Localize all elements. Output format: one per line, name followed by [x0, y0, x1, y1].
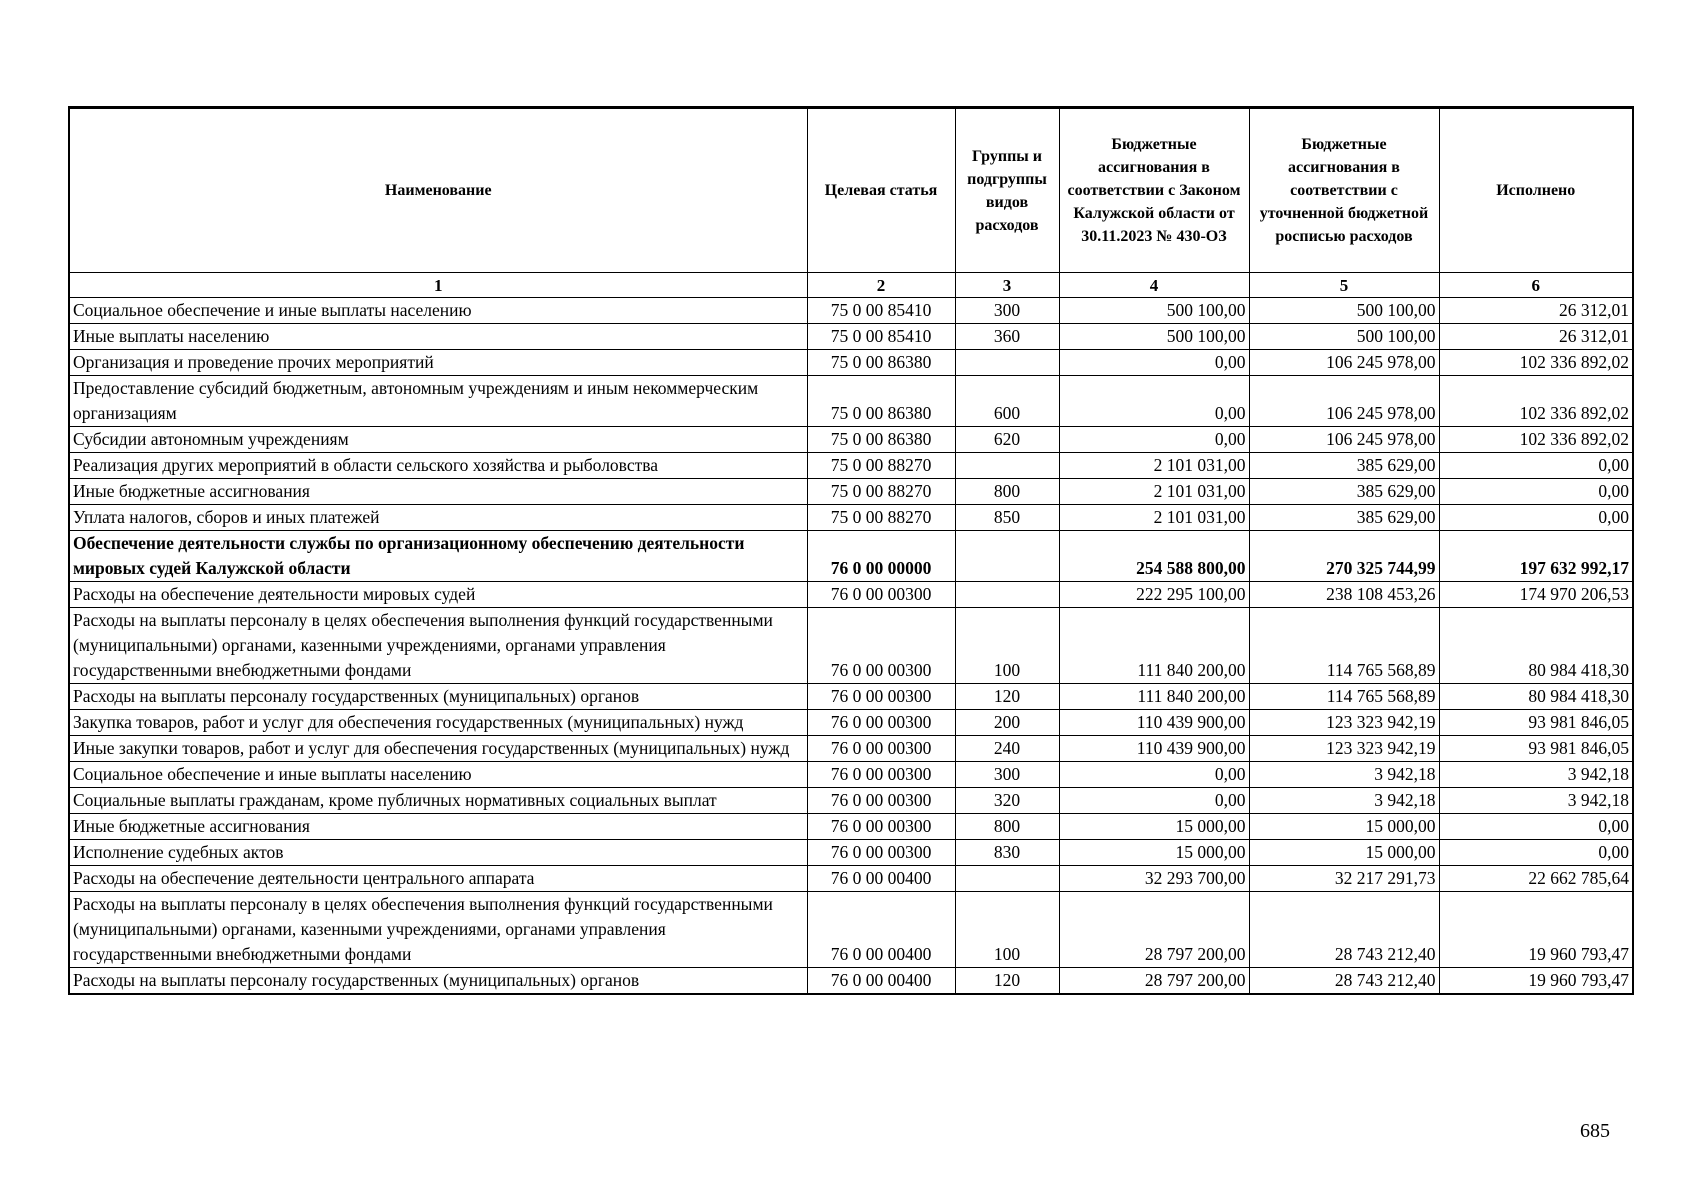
row-law-amount: 500 100,00: [1059, 298, 1249, 324]
row-revised-amount: 28 743 212,40: [1249, 968, 1439, 995]
row-name: Социальное обеспечение и иные выплаты населению: [69, 298, 807, 324]
row-expense-group: 320: [955, 788, 1059, 814]
row-law-amount: 0,00: [1059, 788, 1249, 814]
row-name: Иные закупки товаров, работ и услуг для обеспечения государственных (муниципальных) нужд: [69, 736, 807, 762]
row-revised-amount: 385 629,00: [1249, 479, 1439, 505]
table-row: [69, 736, 1633, 762]
row-law-amount: 0,00: [1059, 376, 1249, 427]
row-law-amount: 0,00: [1059, 350, 1249, 376]
row-law-amount: 222 295 100,00: [1059, 582, 1249, 608]
table-row: [69, 505, 1633, 531]
table-row: [69, 608, 1633, 684]
row-law-amount: 28 797 200,00: [1059, 892, 1249, 968]
row-name: Иные выплаты населению: [69, 324, 807, 350]
row-executed-amount: 80 984 418,30: [1439, 684, 1633, 710]
row-expense-group: 850: [955, 505, 1059, 531]
row-revised-amount: 106 245 978,00: [1249, 376, 1439, 427]
row-executed-amount: 102 336 892,02: [1439, 350, 1633, 376]
header-row: [69, 108, 1633, 273]
row-name: Расходы на обеспечение деятельности мировых судей: [69, 582, 807, 608]
row-revised-amount: 15 000,00: [1249, 840, 1439, 866]
row-name: Расходы на выплаты персоналу государственных (муниципальных) органов: [69, 968, 807, 995]
row-expense-group: 360: [955, 324, 1059, 350]
row-expense-group: 600: [955, 376, 1059, 427]
row-executed-amount: 3 942,18: [1439, 762, 1633, 788]
row-revised-amount: 106 245 978,00: [1249, 350, 1439, 376]
row-revised-amount: 15 000,00: [1249, 814, 1439, 840]
header-revised-allocations: Бюджетные ассигнования в соответствии с уточненной бюджетной росписью расходов: [1249, 108, 1439, 273]
table-row: [69, 892, 1633, 968]
row-executed-amount: 93 981 846,05: [1439, 710, 1633, 736]
row-target-article: 75 0 00 85410: [807, 298, 955, 324]
row-revised-amount: 28 743 212,40: [1249, 892, 1439, 968]
table-row: [69, 684, 1633, 710]
row-name: Субсидии автономным учреждениям: [69, 427, 807, 453]
column-number: 3: [955, 273, 1059, 298]
column-number-row: [69, 273, 1633, 298]
row-law-amount: 0,00: [1059, 427, 1249, 453]
table-row: [69, 324, 1633, 350]
row-executed-amount: 0,00: [1439, 479, 1633, 505]
row-executed-amount: 80 984 418,30: [1439, 608, 1633, 684]
row-executed-amount: 19 960 793,47: [1439, 892, 1633, 968]
budget-table: [68, 106, 1634, 995]
row-target-article: 75 0 00 86380: [807, 376, 955, 427]
row-executed-amount: 174 970 206,53: [1439, 582, 1633, 608]
row-revised-amount: 385 629,00: [1249, 453, 1439, 479]
table-row: [69, 762, 1633, 788]
row-expense-group: 200: [955, 710, 1059, 736]
row-revised-amount: 123 323 942,19: [1249, 710, 1439, 736]
row-revised-amount: 123 323 942,19: [1249, 736, 1439, 762]
row-law-amount: 15 000,00: [1059, 840, 1249, 866]
table-row: [69, 350, 1633, 376]
row-executed-amount: 0,00: [1439, 453, 1633, 479]
row-target-article: 76 0 00 00300: [807, 840, 955, 866]
row-name: Закупка товаров, работ и услуг для обеспечения государственных (муниципальных) нужд: [69, 710, 807, 736]
row-name: Обеспечение деятельности службы по организационному обеспечению деятельности мировых судей Калужской области: [69, 531, 807, 582]
row-name: Расходы на выплаты персоналу государственных (муниципальных) органов: [69, 684, 807, 710]
row-name: Организация и проведение прочих мероприятий: [69, 350, 807, 376]
row-law-amount: 15 000,00: [1059, 814, 1249, 840]
header-expense-groups: Группы и подгруппы видов расходов: [955, 108, 1059, 273]
row-name: Расходы на выплаты персоналу в целях обеспечения выполнения функций государственными (муниципальными) органами, казенными учреждениями, органами управления государственными внебюджетными фондами: [69, 608, 807, 684]
row-expense-group: 300: [955, 298, 1059, 324]
row-target-article: 76 0 00 00300: [807, 736, 955, 762]
row-target-article: 76 0 00 00300: [807, 762, 955, 788]
row-expense-group: [955, 453, 1059, 479]
row-name: Социальные выплаты гражданам, кроме публичных нормативных социальных выплат: [69, 788, 807, 814]
row-law-amount: 2 101 031,00: [1059, 479, 1249, 505]
column-number: 2: [807, 273, 955, 298]
header-executed: Исполнено: [1439, 108, 1633, 273]
row-law-amount: 0,00: [1059, 762, 1249, 788]
row-expense-group: [955, 531, 1059, 582]
row-executed-amount: 93 981 846,05: [1439, 736, 1633, 762]
row-executed-amount: 26 312,01: [1439, 298, 1633, 324]
row-law-amount: 32 293 700,00: [1059, 866, 1249, 892]
row-target-article: 76 0 00 00400: [807, 968, 955, 995]
row-revised-amount: 3 942,18: [1249, 762, 1439, 788]
row-law-amount: 28 797 200,00: [1059, 968, 1249, 995]
row-revised-amount: 500 100,00: [1249, 324, 1439, 350]
row-law-amount: 111 840 200,00: [1059, 684, 1249, 710]
row-executed-amount: 26 312,01: [1439, 324, 1633, 350]
row-name: Предоставление субсидий бюджетным, автономным учреждениям и иным некоммерческим организациям: [69, 376, 807, 427]
row-revised-amount: 500 100,00: [1249, 298, 1439, 324]
row-revised-amount: 114 765 568,89: [1249, 684, 1439, 710]
row-law-amount: 2 101 031,00: [1059, 453, 1249, 479]
header-law-allocations: Бюджетные ассигнования в соответствии с Законом Калужской области от 30.11.2023 № 430-ОЗ: [1059, 108, 1249, 273]
column-number: 5: [1249, 273, 1439, 298]
row-law-amount: 110 439 900,00: [1059, 736, 1249, 762]
row-executed-amount: 22 662 785,64: [1439, 866, 1633, 892]
row-name: Исполнение судебных актов: [69, 840, 807, 866]
row-executed-amount: 0,00: [1439, 840, 1633, 866]
table-row: [69, 427, 1633, 453]
row-name: Иные бюджетные ассигнования: [69, 479, 807, 505]
row-revised-amount: 270 325 744,99: [1249, 531, 1439, 582]
table-row: [69, 788, 1633, 814]
row-expense-group: 830: [955, 840, 1059, 866]
row-target-article: 76 0 00 00300: [807, 788, 955, 814]
row-expense-group: [955, 866, 1059, 892]
header-target-article: Целевая статья: [807, 108, 955, 273]
row-revised-amount: 385 629,00: [1249, 505, 1439, 531]
row-revised-amount: 114 765 568,89: [1249, 608, 1439, 684]
row-law-amount: 111 840 200,00: [1059, 608, 1249, 684]
row-revised-amount: 106 245 978,00: [1249, 427, 1439, 453]
table-row: [69, 866, 1633, 892]
table-row: [69, 298, 1633, 324]
row-expense-group: 240: [955, 736, 1059, 762]
row-expense-group: 120: [955, 684, 1059, 710]
row-name: Социальное обеспечение и иные выплаты населению: [69, 762, 807, 788]
row-executed-amount: 19 960 793,47: [1439, 968, 1633, 995]
table-row: [69, 710, 1633, 736]
row-target-article: 76 0 00 00300: [807, 710, 955, 736]
row-expense-group: 620: [955, 427, 1059, 453]
row-target-article: 75 0 00 86380: [807, 427, 955, 453]
row-target-article: 75 0 00 85410: [807, 324, 955, 350]
table-row: [69, 531, 1633, 582]
row-target-article: 76 0 00 00400: [807, 892, 955, 968]
row-law-amount: 2 101 031,00: [1059, 505, 1249, 531]
row-name: Расходы на выплаты персоналу в целях обеспечения выполнения функций государственными (муниципальными) органами, казенными учреждениями, органами управления государственными внебюджетными фондами: [69, 892, 807, 968]
row-law-amount: 254 588 800,00: [1059, 531, 1249, 582]
header-name: Наименование: [69, 108, 807, 273]
row-expense-group: 100: [955, 892, 1059, 968]
row-target-article: 75 0 00 88270: [807, 479, 955, 505]
table-row: [69, 582, 1633, 608]
row-target-article: 76 0 00 00300: [807, 814, 955, 840]
row-target-article: 76 0 00 00300: [807, 582, 955, 608]
row-expense-group: 300: [955, 762, 1059, 788]
row-law-amount: 110 439 900,00: [1059, 710, 1249, 736]
row-name: Реализация других мероприятий в области сельского хозяйства и рыболовства: [69, 453, 807, 479]
column-number: 4: [1059, 273, 1249, 298]
row-target-article: 76 0 00 00300: [807, 608, 955, 684]
row-executed-amount: 102 336 892,02: [1439, 427, 1633, 453]
column-number: 1: [69, 273, 807, 298]
row-expense-group: [955, 582, 1059, 608]
row-revised-amount: 238 108 453,26: [1249, 582, 1439, 608]
row-name: Расходы на обеспечение деятельности центрального аппарата: [69, 866, 807, 892]
row-target-article: 76 0 00 00400: [807, 866, 955, 892]
row-target-article: 75 0 00 88270: [807, 505, 955, 531]
row-revised-amount: 3 942,18: [1249, 788, 1439, 814]
page-number: 685: [1580, 1120, 1610, 1142]
row-law-amount: 500 100,00: [1059, 324, 1249, 350]
row-executed-amount: 197 632 992,17: [1439, 531, 1633, 582]
row-executed-amount: 102 336 892,02: [1439, 376, 1633, 427]
table-body: [69, 298, 1633, 995]
row-executed-amount: 0,00: [1439, 814, 1633, 840]
row-expense-group: 120: [955, 968, 1059, 995]
row-target-article: 75 0 00 88270: [807, 453, 955, 479]
row-target-article: 76 0 00 00000: [807, 531, 955, 582]
row-name: Уплата налогов, сборов и иных платежей: [69, 505, 807, 531]
row-expense-group: [955, 350, 1059, 376]
table-row: [69, 376, 1633, 427]
table-row: [69, 968, 1633, 995]
column-number: 6: [1439, 273, 1633, 298]
row-target-article: 75 0 00 86380: [807, 350, 955, 376]
table-row: [69, 453, 1633, 479]
row-name: Иные бюджетные ассигнования: [69, 814, 807, 840]
row-expense-group: 800: [955, 479, 1059, 505]
row-executed-amount: 0,00: [1439, 505, 1633, 531]
table-row: [69, 814, 1633, 840]
row-executed-amount: 3 942,18: [1439, 788, 1633, 814]
row-revised-amount: 32 217 291,73: [1249, 866, 1439, 892]
table-row: [69, 479, 1633, 505]
row-expense-group: 100: [955, 608, 1059, 684]
row-target-article: 76 0 00 00300: [807, 684, 955, 710]
table-row: [69, 840, 1633, 866]
row-expense-group: 800: [955, 814, 1059, 840]
